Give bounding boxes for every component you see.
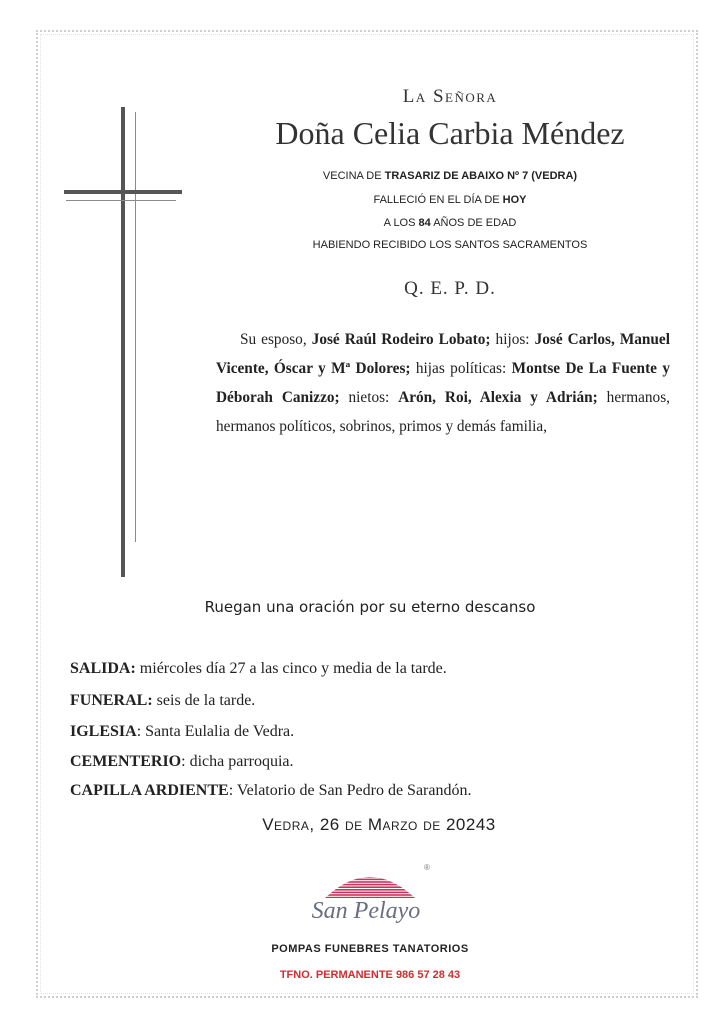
family-text: nietos: [339,389,399,406]
info-bold: HOY [502,194,527,206]
san-pelayo-logo [300,858,440,928]
info-line-sacraments: HABIENDO RECIBIDO LOS SANTOS SACRAMENTOS [312,239,588,251]
deceased-name: Doña Celia Carbia Méndez [275,115,625,151]
logo-stripe [320,889,420,891]
detail-text: : Velatorio de San Pedro de Sarandón. [228,782,472,799]
info-line-age [0,217,724,229]
info-line-residence [0,170,724,182]
detail-label: FUNERAL: [70,692,153,709]
title-prefix: La Señora [402,86,498,107]
detail-label: CEMENTERIO [70,753,182,770]
family-bold: Arón, Roi, Alexia y Adrián; [398,389,598,406]
logo-stripe [320,892,420,894]
family-paragraph [216,325,670,441]
detail-text: miércoles día 27 a las cinco y media de la tarde. [135,660,447,677]
logo-text: San Pelayo [311,898,421,924]
logo-stripe [320,876,420,878]
detail-text: : Santa Eulalia de Vedra. [136,723,295,740]
family-text: hermanos, hermanos políticos, sobrinos, primos y demás familia, [216,389,670,435]
detail-salida [70,660,447,678]
logo-stripe [320,881,420,883]
family-text: hijas políticas: [410,360,512,377]
info-text: AÑOS DE EDAD [430,217,517,229]
company-tagline: POMPAS FUNEBRES TANATORIOS [271,943,469,955]
info-bold: 84 [418,217,431,229]
detail-text: seis de la tarde. [152,692,256,709]
detail-label: CAPILLA ARDIENTE [70,782,229,799]
detail-funeral [70,692,255,710]
info-text: A LOS [383,217,419,229]
detail-cementerio [70,753,294,771]
detail-label: IGLESIA [70,723,137,740]
detail-iglesia [70,723,294,741]
detail-label: SALIDA: [70,660,136,677]
family-bold: Montse De La Fuente y Déborah Canizzo; [216,360,670,406]
detail-text: : dicha parroquia. [181,753,294,770]
family-text: Su esposo, [240,331,312,348]
family-text: hijos: [490,331,535,348]
detail-capilla [70,782,471,800]
qepd: Q. E. P. D. [404,278,496,299]
info-text: VECINA DE [322,170,385,182]
phone-number: TFNO. PERMANENTE 986 57 28 43 [279,969,461,981]
registered-mark: ® [424,863,430,872]
date-line: Vedra, 26 de Marzo de 20243 [262,815,496,834]
logo-stripe [320,886,420,888]
logo-stripe [320,894,420,896]
family-bold: José Raúl Rodeiro Lobato; [311,331,491,348]
info-bold: TRASARIZ DE ABAIXO Nº 7 (VEDRA) [384,170,578,182]
logo-stripe [320,884,420,886]
info-text: FALLECIÓ EN EL DÍA DE [373,194,503,206]
family-bold: José Carlos, Manuel Vicente, Óscar y Mª Dolores; [216,331,670,377]
logo-stripe [320,879,420,881]
info-line-death [0,194,724,206]
prayer-request: Ruegan una oración por su eterno descanso [204,598,536,616]
